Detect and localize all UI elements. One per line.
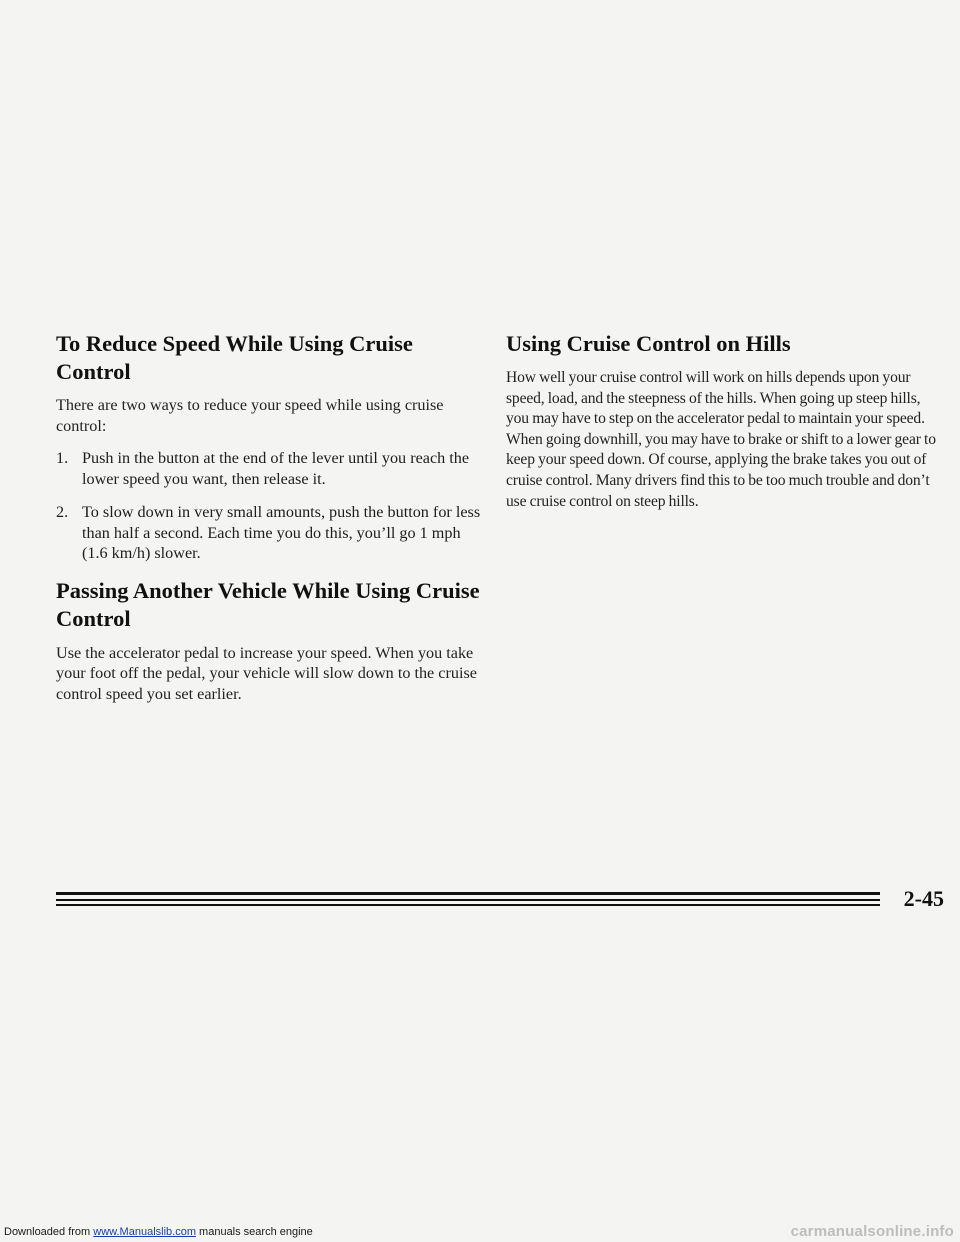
rule-line — [56, 892, 880, 895]
page-number: 2-45 — [903, 886, 944, 911]
download-prefix: Downloaded from — [4, 1226, 91, 1238]
step-number: 2. — [56, 503, 69, 521]
list-item — [56, 502, 488, 564]
right-column — [506, 330, 942, 512]
download-note — [4, 1226, 313, 1238]
watermark-text: carmanualsonline.info — [790, 1223, 954, 1240]
rule-line — [56, 899, 880, 901]
section-heading-passing: Passing Another Vehicle While Using Cruise Control — [56, 577, 480, 631]
rule-line — [56, 904, 880, 906]
hills-body: How well your cruise control will work on hills depends upon your speed, load, and the steepness of the hills. When going up steep hills, you may have to step on the accelerator pedal to maintain your speed. When going downhill, you may have to brake or shift to a lower gear to keep your speed down. Of course, applying the brake takes you out of cruise control. Many drivers find this to be too much trouble and don’t use cruise control on steep hills. — [506, 369, 936, 510]
step-number: 1. — [56, 449, 69, 467]
section-heading-reduce-speed: To Reduce Speed While Using Cruise Control — [56, 331, 413, 384]
step-text: To slow down in very small amounts, push the button for less than half a second. Each time you do this, you’ll go 1 mph (1.6 km/h) slower. — [82, 503, 481, 562]
download-suffix: manuals search engine — [199, 1226, 313, 1238]
reduce-speed-steps — [56, 448, 488, 564]
list-item — [56, 448, 488, 489]
manualslib-link[interactable]: www.Manualslib.com — [93, 1226, 196, 1238]
passing-body: Use the accelerator pedal to increase your speed. When you take your foot off the pedal, your vehicle will slow down to the cruise control speed you set earlier. — [56, 643, 477, 703]
left-column — [56, 330, 488, 704]
step-text: Push in the button at the end of the lever until you reach the lower speed you want, then release it. — [82, 449, 470, 488]
footer-rule — [56, 892, 880, 914]
reduce-speed-intro: There are two ways to reduce your speed while using cruise control: — [56, 396, 444, 435]
section-heading-hills: Using Cruise Control on Hills — [506, 331, 791, 356]
download-footer — [0, 1218, 960, 1242]
